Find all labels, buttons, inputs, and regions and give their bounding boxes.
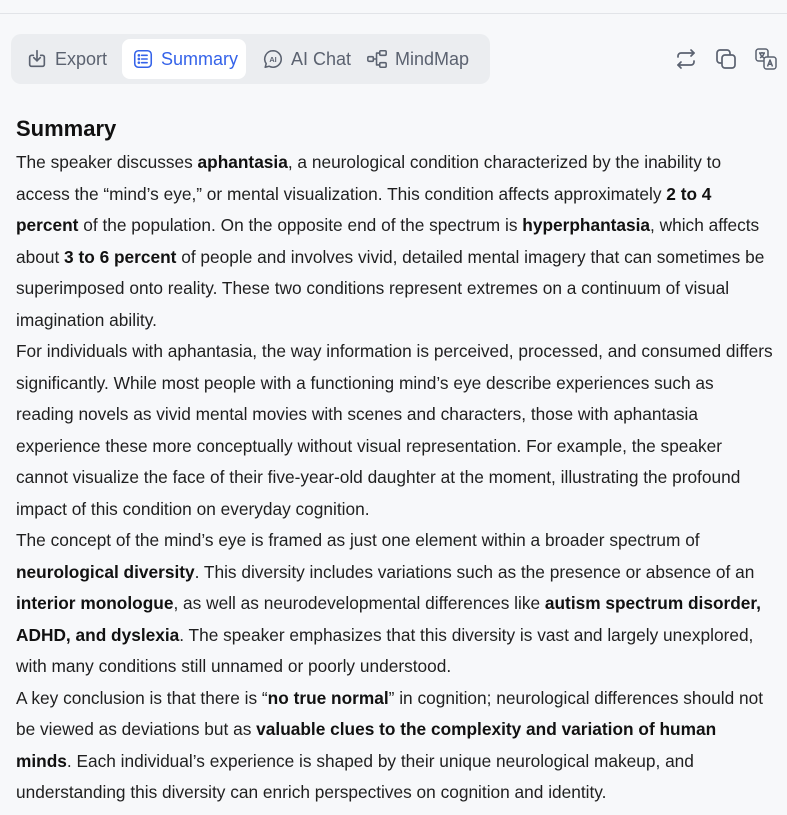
tab-mindmap-label: MindMap bbox=[395, 48, 470, 69]
translate-icon bbox=[754, 47, 778, 71]
summary-panel bbox=[16, 114, 776, 809]
summary-emphasis: aphantasia bbox=[197, 152, 288, 172]
list-icon bbox=[132, 48, 154, 70]
summary-text: A key conclusion is that there is “ bbox=[16, 687, 268, 708]
regenerate-button[interactable] bbox=[673, 46, 699, 72]
top-divider bbox=[0, 13, 787, 14]
summary-text: , a neurological condition characterized by the inability to access the “mind’s eye,” or mental visualization. This condition affects approximately bbox=[16, 152, 722, 204]
summary-text: ” in cognition; neurological differences should not be viewed as deviations but as bbox=[16, 687, 764, 739]
tab-summary[interactable] bbox=[122, 39, 246, 79]
summary-text: , which affects about bbox=[16, 215, 760, 267]
summary-text: of people and involves vivid, detailed mental imagery that can sometimes be superimposed onto reality. These two conditions represent extremes on a continuum of visual imagination ability. bbox=[16, 246, 765, 330]
summary-text: . This diversity includes variations such as the presence or absence of an bbox=[194, 561, 755, 582]
summary-paragraph-3 bbox=[16, 525, 776, 683]
tab-export-label: Export bbox=[55, 48, 108, 69]
summary-paragraph-1 bbox=[16, 147, 776, 336]
ai-chat-icon bbox=[262, 48, 284, 70]
summary-emphasis: 3 to 6 percent bbox=[64, 246, 177, 267]
copy-button[interactable] bbox=[713, 46, 739, 72]
refresh-icon bbox=[674, 47, 698, 71]
summary-text: , as well as neurodevelopmental differences like bbox=[173, 593, 545, 613]
toolbar-actions bbox=[659, 46, 779, 72]
summary-emphasis: interior monologue bbox=[16, 593, 174, 613]
summary-text: The concept of the mind’s eye is framed as just one element within a broader spectrum of bbox=[16, 530, 700, 550]
svg-text:AI: AI bbox=[269, 54, 277, 64]
summary-text: For individuals with aphantasia, the way information is perceived, processed, and consumed differs significantly. While most people with a functioning mind’s eye describe experiences such as reading novels as vivid mental movies with scenes and characters, those with aphantasia experience these more conceptually without visual representation. For example, the speaker cannot visualize the face of their five-year-old daughter at the moment, illustrating the profound impact of this condition on everyday cognition. bbox=[16, 341, 773, 519]
translate-button[interactable] bbox=[753, 46, 779, 72]
tab-mindmap[interactable] bbox=[356, 39, 472, 79]
summary-paragraph-4 bbox=[16, 683, 776, 809]
summary-emphasis: no true normal bbox=[267, 687, 389, 708]
summary-emphasis: neurological diversity bbox=[16, 561, 195, 582]
summary-emphasis: 2 to 4 percent bbox=[16, 183, 712, 235]
summary-emphasis: valuable clues to the complexity and variation of human minds bbox=[16, 719, 717, 771]
tab-ai-chat-label: AI Chat bbox=[291, 48, 352, 69]
summary-text: of the population. On the opposite end of the spectrum is bbox=[78, 215, 523, 235]
summary-emphasis: autism spectrum disorder, ADHD, and dyslexia bbox=[16, 593, 761, 645]
tab-ai-chat[interactable] bbox=[252, 39, 350, 79]
tab-export[interactable] bbox=[16, 39, 122, 79]
summary-text: The speaker discusses bbox=[16, 152, 198, 172]
summary-paragraph-2 bbox=[16, 336, 776, 525]
tab-summary-label: Summary bbox=[161, 48, 239, 69]
mindmap-icon bbox=[366, 48, 388, 70]
summary-title: Summary bbox=[16, 116, 117, 141]
summary-text: . Each individual’s experience is shaped by their unique neurological makeup, and understanding this diversity can enrich perspectives on cognition and identity. bbox=[16, 750, 694, 802]
summary-emphasis: hyperphantasia bbox=[522, 215, 651, 235]
export-icon bbox=[26, 48, 48, 70]
view-tabs bbox=[11, 34, 490, 84]
copy-icon bbox=[714, 47, 738, 71]
summary-text: . The speaker emphasizes that this diversity is vast and largely unexplored, with many conditions still unnamed or poorly understood. bbox=[16, 624, 754, 676]
